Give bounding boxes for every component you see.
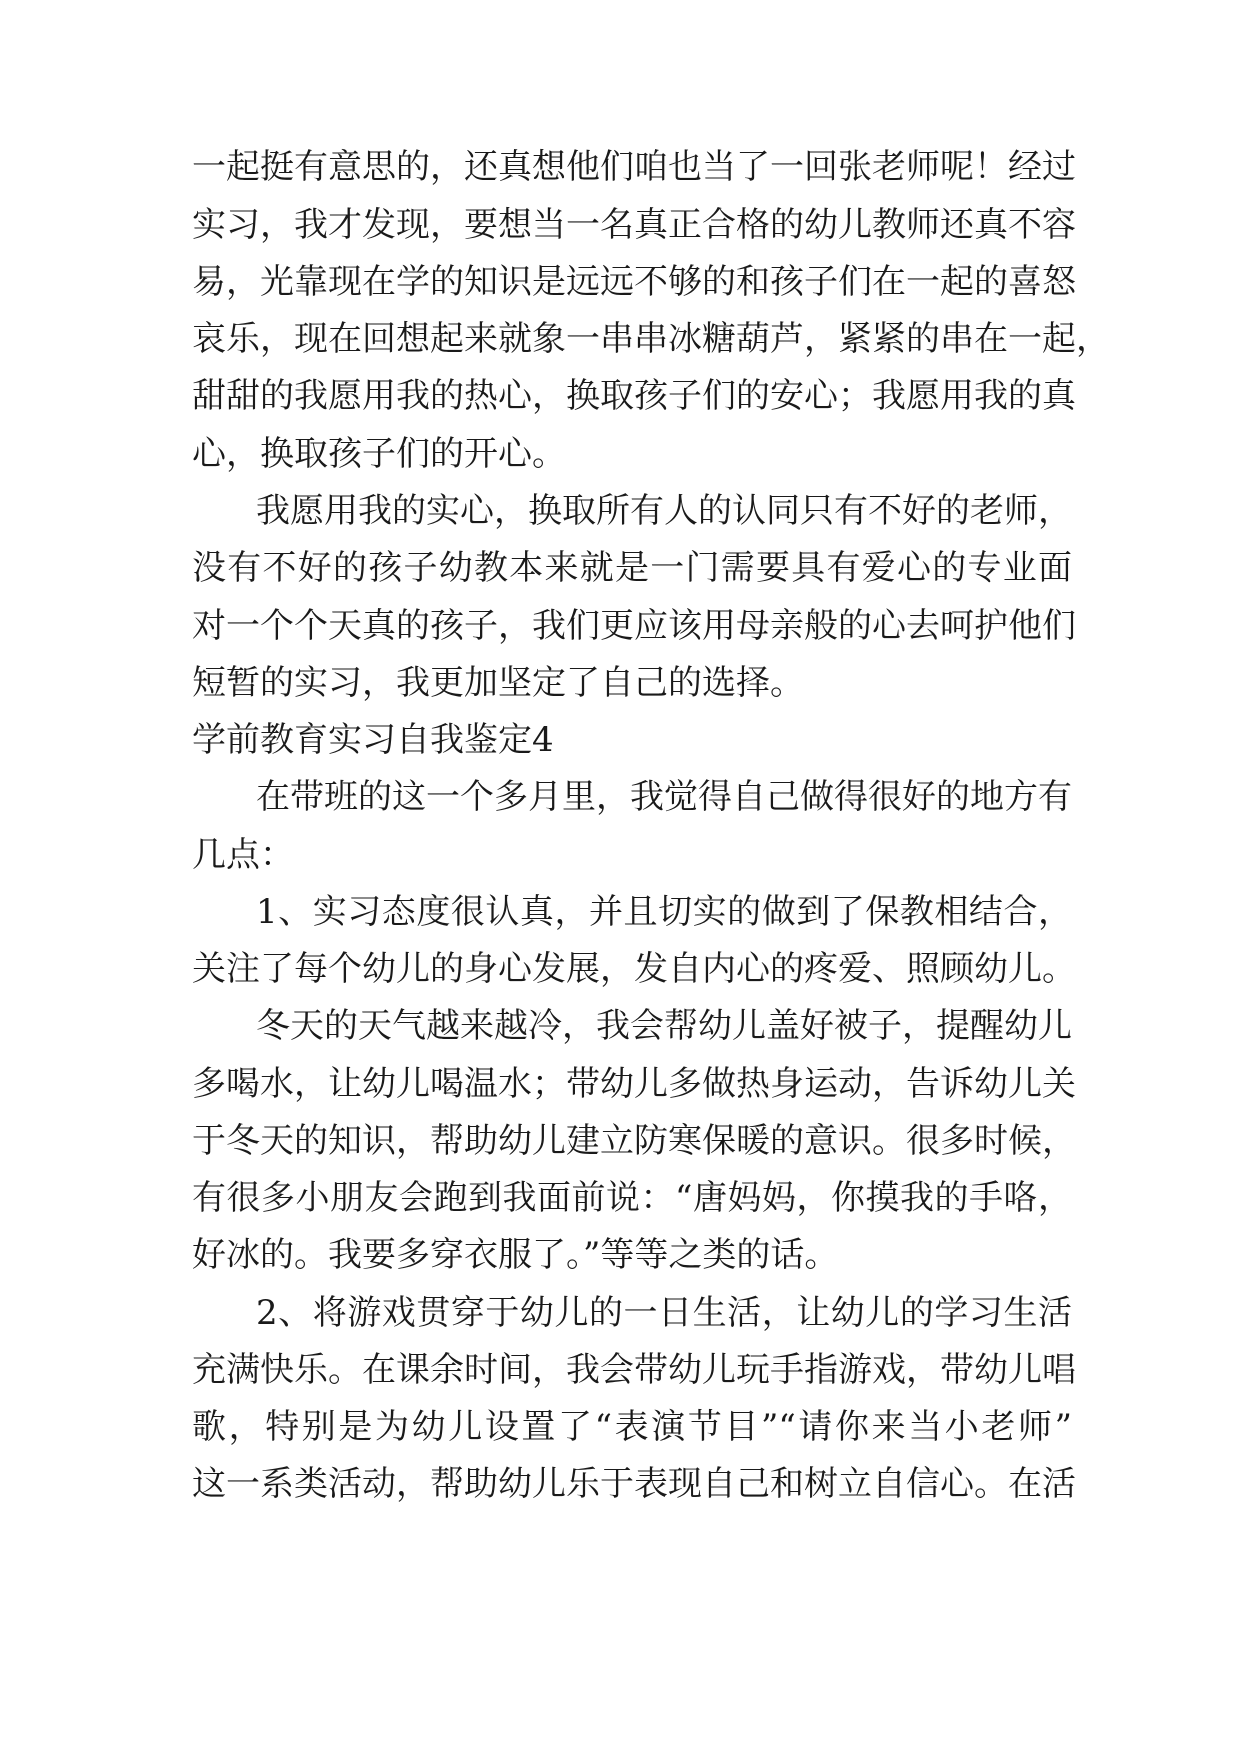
body-text-line: 于冬天的知识，帮助幼儿建立防寒保暖的意识。很多时候， [192,1121,1076,1161]
body-text-line: 充满快乐。在课余时间，我会带幼儿玩手指游戏，带幼儿唱 [192,1350,1076,1390]
body-text-line: 易，光靠现在学的知识是远远不够的和孩子们在一起的喜怒 [192,262,1076,302]
section-heading: 学前教育实习自我鉴定4 [192,720,554,760]
body-text-line: 甜甜的我愿用我的热心，换取孩子们的安心；我愿用我的真 [192,376,1076,416]
body-text-line: 哀乐，现在回想起来就象一串串冰糖葫芦，紧紧的串在一起， [192,319,1110,359]
body-text-line: 1、实习态度很认真，并且切实的做到了保教相结合， [256,892,1072,932]
body-text-line: 对一个个天真的孩子，我们更应该用母亲般的心去呵护他们 [192,606,1076,646]
body-text-line: 我愿用我的实心，换取所有人的认同只有不好的老师， [256,491,1072,531]
body-text-line: 这一系类活动，帮助幼儿乐于表现自己和树立自信心。在活 [192,1464,1076,1504]
body-text-line: 有很多小朋友会跑到我面前说：“唐妈妈，你摸我的手咯， [192,1178,1072,1218]
body-text-line: 短暂的实习，我更加坚定了自己的选择。 [192,663,804,703]
body-text-line: 好冰的。我要多穿衣服了。”等等之类的话。 [192,1235,839,1275]
body-text-line: 冬天的天气越来越冷，我会帮幼儿盖好被子，提醒幼儿 [256,1006,1072,1046]
body-text-line: 一起挺有意思的，还真想他们咱也当了一回张老师呢！经过 [192,147,1076,187]
body-text-line: 关注了每个幼儿的身心发展，发自内心的疼爱、照顾幼儿。 [192,949,1076,989]
body-text-line: 在带班的这一个多月里，我觉得自己做得很好的地方有 [256,777,1072,817]
body-text-line: 几点： [192,835,294,875]
body-text-line: 心，换取孩子们的开心。 [192,434,566,474]
body-text-line: 实习，我才发现，要想当一名真正合格的幼儿教师还真不容 [192,205,1076,245]
body-text-line: 2、将游戏贯穿于幼儿的一日生活，让幼儿的学习生活 [256,1293,1072,1333]
body-text-line: 多喝水，让幼儿喝温水；带幼儿多做热身运动，告诉幼儿关 [192,1064,1076,1104]
body-text-line: 歌，特别是为幼儿设置了“表演节目”“请你来当小老师” [192,1407,1072,1447]
body-text-line: 没有不好的孩子幼教本来就是一门需要具有爱心的专业面 [192,548,1072,588]
